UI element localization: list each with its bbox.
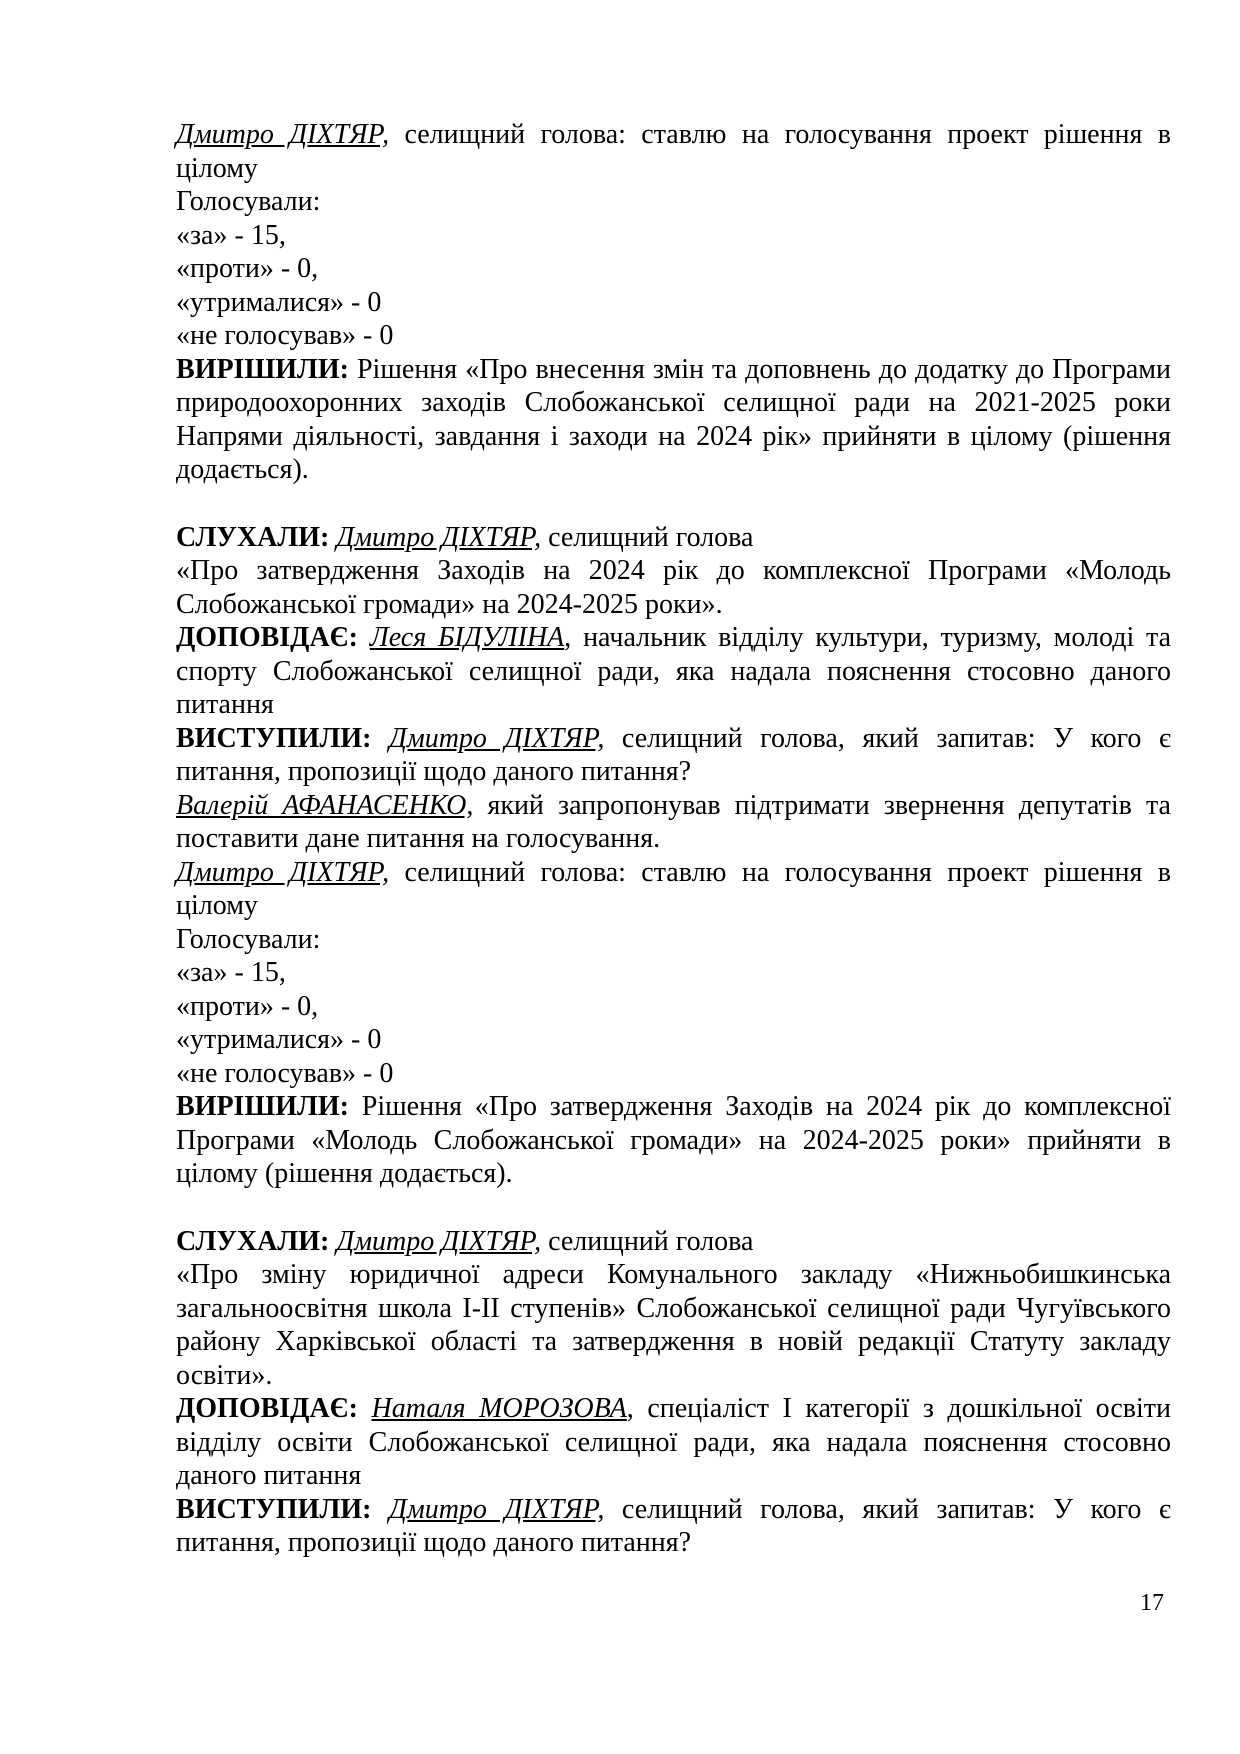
decided-text: Рішення «Про внесення змін та доповнень до додатку до Програми природоохоронних заходів Слобожанської селищної ради на 2021-2025 роки Напрями діяльності, завдання і заходи на 2024 рік» прийняти в цілому (рішення додається).	[176, 353, 1171, 485]
voted-label: Голосували:	[176, 186, 321, 217]
vote-not-voted: «не голосував» - 0	[176, 1057, 394, 1089]
spoke-text: селищний голова, який запитав: У кого є питання, пропозиції щодо даного питання?	[176, 722, 1172, 787]
speaker-text: селищний голова: ставлю на голосування проект рішення в цілому	[176, 119, 1171, 184]
vote-for: «за» - 15,	[176, 957, 286, 988]
spoke-label: ВИСТУПИЛИ:	[176, 722, 372, 754]
agenda-topic: «Про зміну юридичної адреси Комунального закладу «Нижньобишкинська загальноосвітня школа І-ІІ ступенів» Слобожанської селищної ради Чугуївського району Харківської області та затвердження в новій редакції Статуту закладу освіти».	[176, 1259, 1171, 1391]
proposer-paragraph	[176, 789, 1171, 856]
section-spacer	[176, 1191, 1171, 1225]
spoke-text: селищний голова, який запитав: У кого є питання, пропозиції щодо даного питання?	[176, 1493, 1172, 1558]
proposer-text: який запропонував підтримати звернення депутатів та поставити дане питання на голосування.	[176, 789, 1171, 854]
vote-abstained: «утрималися» - 0	[176, 1024, 382, 1055]
document-page	[176, 118, 1171, 1560]
spoke-name: Дмитро ДІХТЯР,	[389, 722, 605, 754]
reports-text: , спеціаліст І категорії з дошкільної освіти відділу освіти Слобожанської селищної ради, яка надала пояснення стосовно даного питання	[176, 1393, 1172, 1491]
spoke-label: ВИСТУПИЛИ:	[176, 1493, 372, 1525]
section-spacer	[176, 487, 1171, 521]
report-paragraph	[176, 621, 1171, 722]
spoke-paragraph	[176, 722, 1171, 789]
voted-label: Голосували:	[176, 923, 321, 955]
decision-paragraph	[176, 353, 1171, 487]
decided-label: ВИРІШИЛИ:	[176, 353, 349, 385]
report-paragraph	[176, 1392, 1171, 1493]
heard-label: СЛУХАЛИ:	[176, 521, 330, 553]
agenda-topic: «Про затвердження Заходів на 2024 рік до комплексної Програми «Молодь Слобожанської громади» на 2024-2025 роки».	[176, 555, 1171, 620]
reports-text: , начальник відділу культури, туризму, молоді та спорту Слобожанської селищної ради, яка надала пояснення стосовно даного питання	[176, 622, 1172, 720]
reports-name: Леся БІДУЛІНА	[369, 622, 565, 653]
chair-text: селищний голова: ставлю на голосування проект рішення в цілому	[176, 856, 1171, 921]
page-number: 17	[1140, 1590, 1164, 1616]
vote-against: «проти» - 0,	[176, 253, 319, 284]
chair-name: Дмитро ДІХТЯР,	[176, 856, 390, 888]
heard-line	[176, 521, 1171, 555]
decided-text: Рішення «Про затвердження Заходів на 2024 рік до комплексної Програми «Молодь Слобожанської громади» на 2024-2025 роки» прийняти в цілому (рішення додається).	[176, 1091, 1171, 1189]
spoke-paragraph	[176, 1493, 1171, 1560]
chair-statement	[176, 118, 1171, 185]
vote-against: «проти» - 0,	[176, 990, 319, 1022]
heard-label: СЛУХАЛИ:	[176, 1225, 330, 1257]
heard-role: селищний голова	[541, 521, 754, 553]
decision-paragraph	[176, 1090, 1171, 1191]
proposer-name: Валерій АФАНАСЕНКО,	[176, 789, 474, 821]
reports-label: ДОПОВІДАЄ:	[176, 622, 358, 653]
speaker-name: Дмитро ДІХТЯР,	[176, 119, 390, 150]
decided-label: ВИРІШИЛИ:	[176, 1091, 349, 1122]
reports-name: Наталя МОРОЗОВА	[371, 1393, 627, 1424]
reports-label: ДОПОВІДАЄ:	[176, 1393, 358, 1424]
vote-for: «за» - 15,	[176, 219, 286, 251]
heard-role: селищний голова	[541, 1225, 754, 1257]
spoke-name: Дмитро ДІХТЯР,	[389, 1493, 605, 1525]
vote-not-voted: «не голосував» - 0	[176, 320, 394, 351]
heard-name: Дмитро ДІХТЯР,	[336, 521, 542, 553]
chair-statement	[176, 856, 1171, 923]
heard-line	[176, 1225, 1171, 1259]
heard-name: Дмитро ДІХТЯР,	[336, 1225, 542, 1257]
vote-abstained: «утрималися» - 0	[176, 286, 382, 318]
